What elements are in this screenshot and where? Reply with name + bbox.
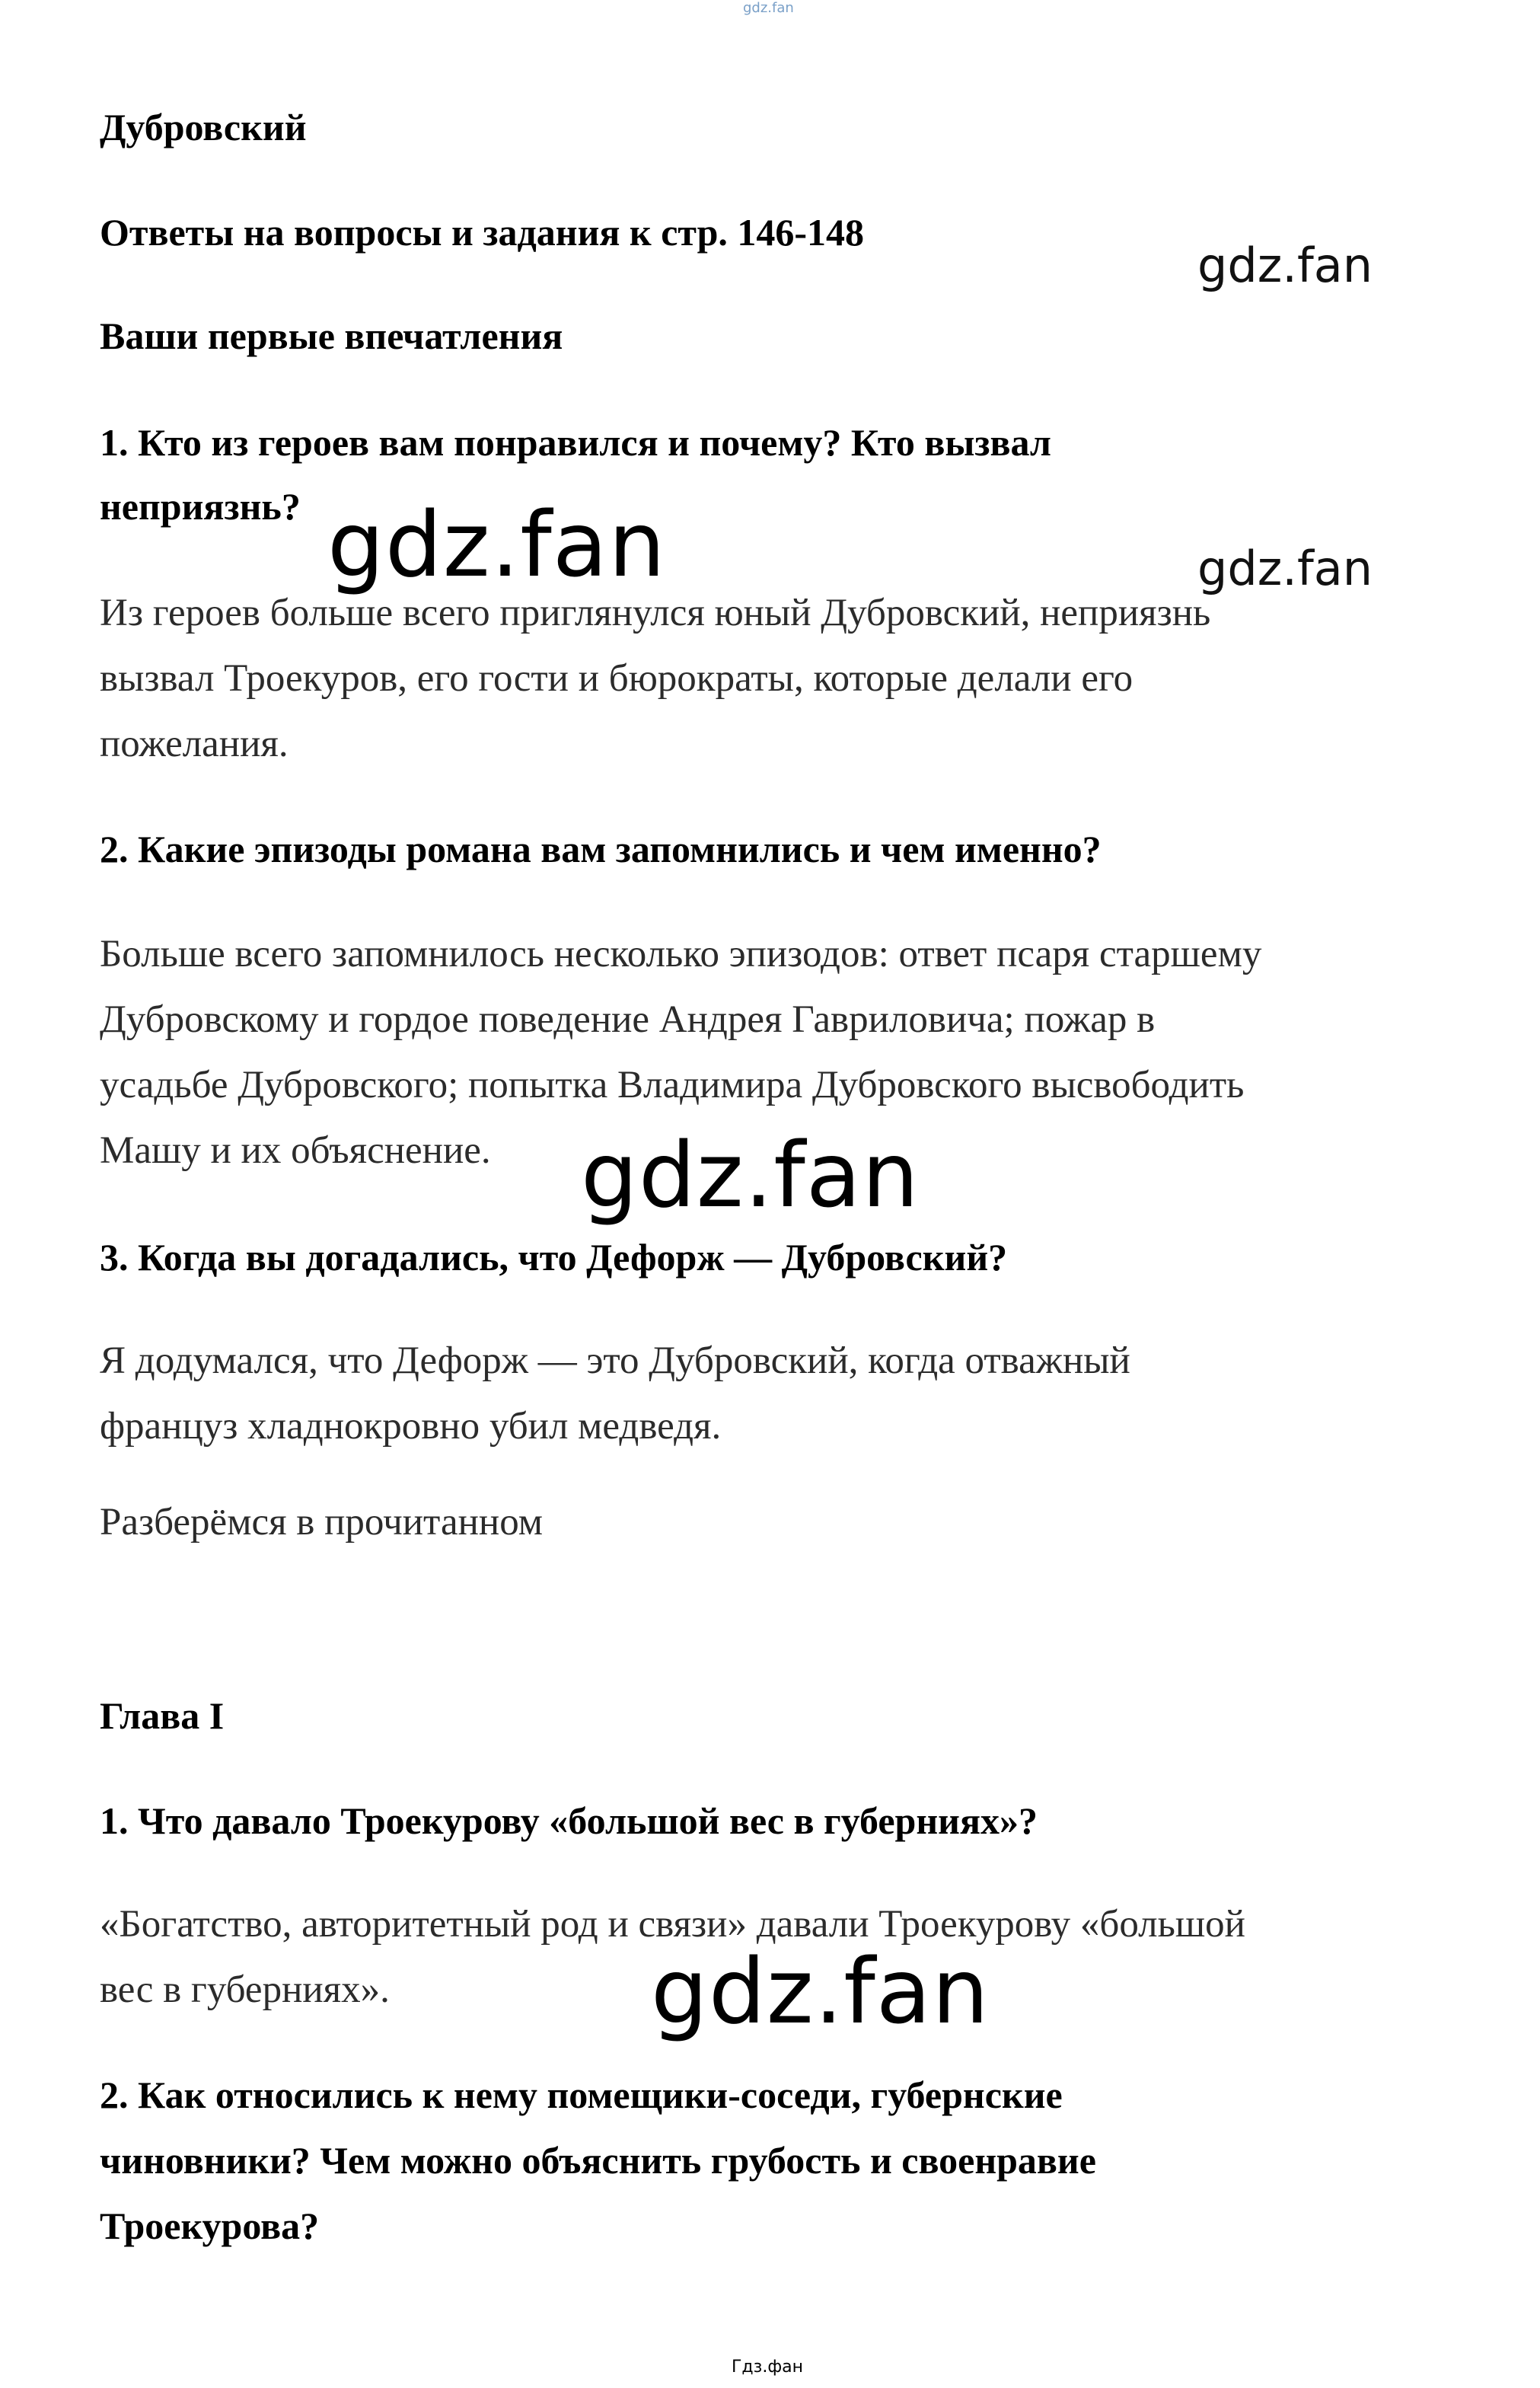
question-2: 2. Какие эпизоды романа вам запомнились и чем именно? — [100, 828, 1102, 870]
watermark-big-3: gdz.fan — [651, 1939, 990, 2044]
chapter-answer-1-line-1: «Богатство, авторитетный род и связи» давали Троекурову «большой — [100, 1903, 1245, 1946]
answer-1-line-3: пожелания. — [100, 723, 289, 765]
watermark-big-2: gdz.fan — [581, 1122, 920, 1228]
document-title: Дубровский — [100, 106, 307, 148]
answer-3-line-1: Я додумался, что Дефорж — это Дубровский, когда отважный — [100, 1339, 1130, 1382]
chapter-question-2-line-3: Троекурова? — [100, 2204, 320, 2247]
chapter-question-2-line-1: 2. Как относились к нему помещики-соседи, губернские — [100, 2074, 1063, 2116]
answer-2-line-3: усадьбе Дубровского; попытка Владимира Дубровского высвободить — [100, 1064, 1245, 1106]
section-heading-analysis: Разберёмся в прочитанном — [100, 1501, 543, 1544]
answer-3-line-2: француз хладнокровно убил медведя. — [100, 1405, 722, 1448]
watermark-big-1: gdz.fan — [327, 492, 666, 597]
document-subtitle: Ответы на вопросы и задания к стр. 146-148 — [100, 211, 865, 254]
chapter-question-2-line-2: чиновники? Чем можно объяснить грубость и своенравие — [100, 2139, 1096, 2182]
header-watermark: gdz.fan — [743, 0, 794, 16]
watermark-small-2: gdz.fan — [1197, 541, 1373, 596]
answer-1-line-2: вызвал Троекуров, его гости и бюрократы, которые делали его — [100, 657, 1133, 700]
answer-1-line-1: Из героев больше всего приглянулся юный Дубровский, неприязнь — [100, 592, 1211, 634]
answer-2-line-1: Больше всего запомнилось несколько эпизодов: ответ псаря старшему — [100, 933, 1262, 975]
section-heading-first-impressions: Ваши первые впечатления — [100, 314, 563, 357]
watermark-small-1: gdz.fan — [1197, 238, 1373, 293]
question-1-line-1: 1. Кто из героев вам понравился и почему? Кто вызвал — [100, 421, 1051, 464]
chapter-question-1: 1. Что давало Троекурову «большой вес в губерниях»? — [100, 1799, 1038, 1842]
chapter-heading: Глава I — [100, 1694, 225, 1737]
answer-2-line-4: Машу и их объяснение. — [100, 1129, 491, 1172]
answer-2-line-2: Дубровскому и гордое поведение Андрея Гавриловича; пожар в — [100, 998, 1156, 1041]
question-3: 3. Когда вы догадались, что Дефорж — Дубровский? — [100, 1236, 1008, 1279]
chapter-answer-1-line-2: вес в губерниях». — [100, 1968, 390, 2011]
question-1-line-2: неприязнь? — [100, 485, 301, 528]
footer-watermark: Гдз.фан — [732, 2358, 803, 2377]
